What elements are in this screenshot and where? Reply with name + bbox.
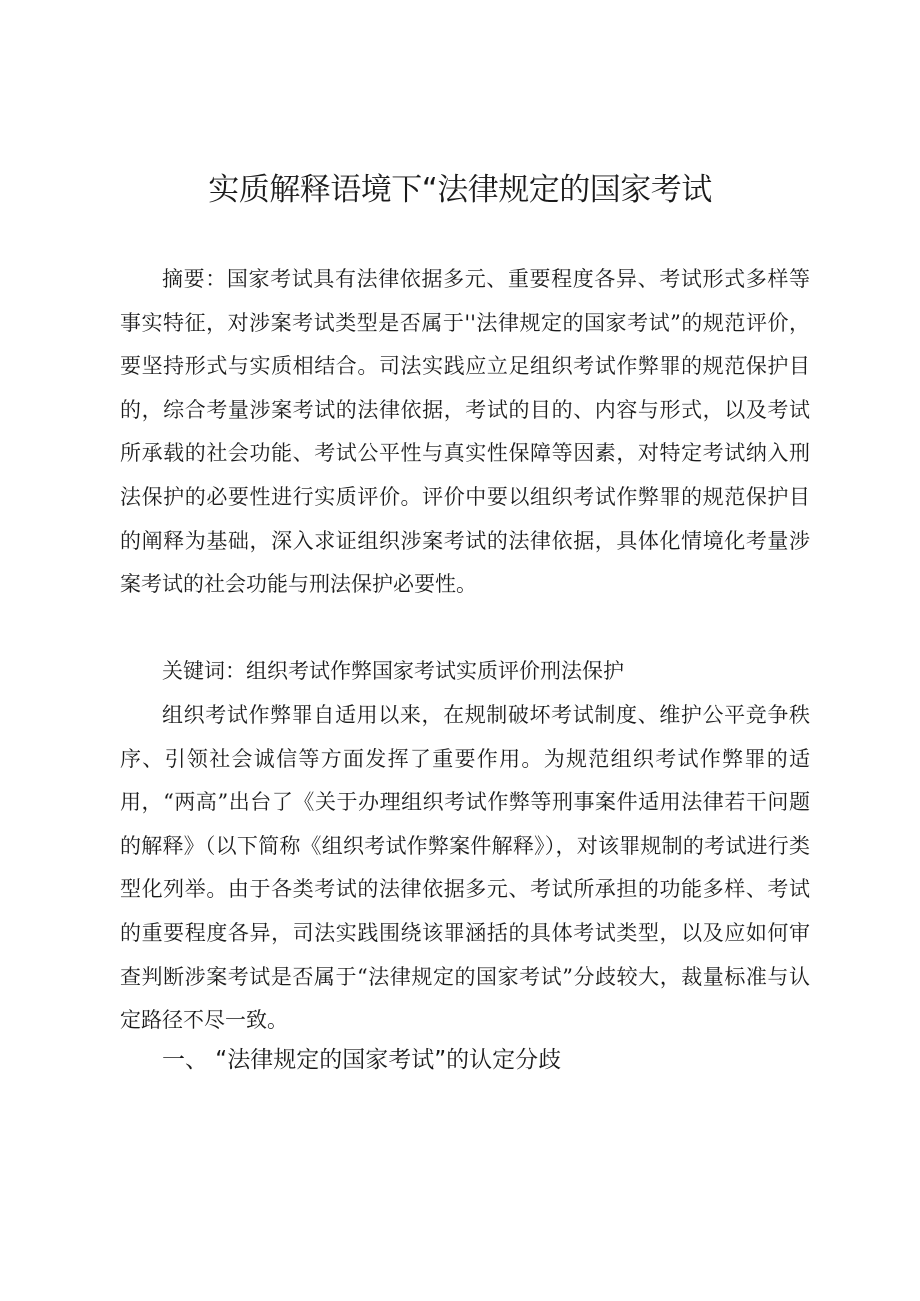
section-heading: 一、 “法律规定的国家考试”的认定分歧: [162, 1047, 562, 1073]
abstract-paragraph: 摘要：国家考试具有法律依据多元、重要程度各异、考试形式多样等事实特征，对涉案考试类型是否属于''法律规定的国家考试”的规范评价，要坚持形式与实质相结合。司法实践应立足组织考试作弊罪的规范保护目的，综合考量涉案考试的法律依据，考试的目的、内容与形式，以及考试所承载的社会功能、考试公平性与真实性保障等因素，对特定考试纳入刑法保护的必要性进行实质评价。评价中要以组织考试作弊罪的规范保护目的阐释为基础，深入求证组织涉案考试的法律依据，具体化情境化考量涉案考试的社会功能与刑法保护必要性。: [120, 267, 810, 597]
keywords-paragraph: 关键词：组织考试作弊国家考试实质评价刑法保护: [162, 659, 624, 683]
intro-paragraph: 组织考试作弊罪自适用以来，在规制破坏考试制度、维护公平竞争秩序、引领社会诚信等方面发挥了重要作用。为规范组织考试作弊罪的适用，“两高”出台了《关于办理组织考试作弊等刑事案件适用法律若干问题的解释》（以下简称《组织考试作弊案件解释》），对该罪规制的考试进行类型化列举。由于各类考试的法律依据多元、考试所承担的功能多样、考试的重要程度各异，司法实践围绕该罪涵括的具体考试类型，以及应如何审查判断涉案考试是否属于“法律规定的国家考试”分歧较大，裁量标准与认定路径不尽一致。: [120, 703, 810, 1033]
document-title: 实质解释语境下“法律规定的国家考试: [208, 172, 712, 208]
